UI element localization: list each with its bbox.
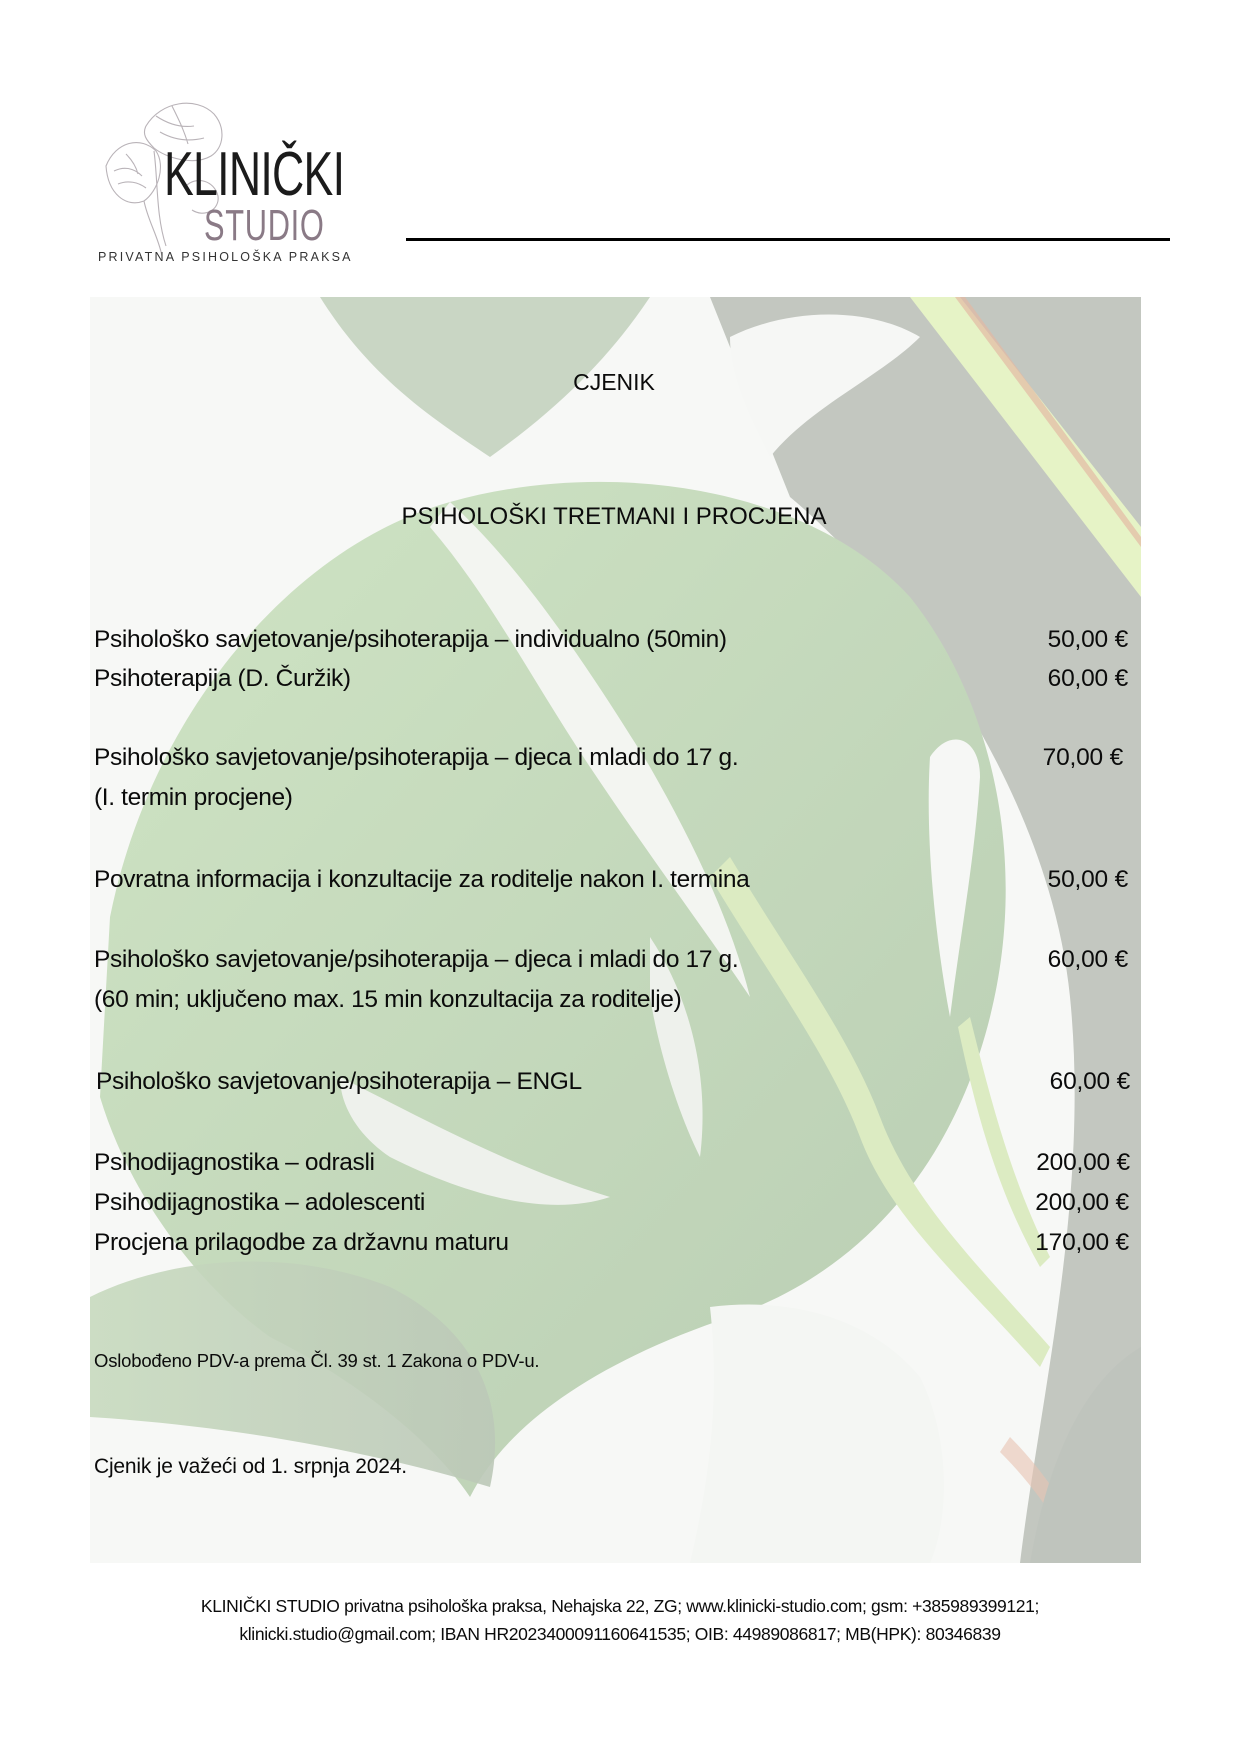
price-item-label: Procjena prilagodbe za državnu maturu	[94, 1229, 509, 1256]
price-item-value: 70,00 €	[1042, 744, 1123, 771]
footer-line-2: klinicki.studio@gmail.com; IBAN HR2023400091160641535; OIB: 44989086817; MB(HPK): 80346839	[239, 1624, 1001, 1644]
footer-line-1: KLINIČKI STUDIO privatna psihološka praksa, Nehajska 22, ZG; www.klinicki-studio.com; gsm: +385989399121;	[200, 1596, 1040, 1616]
monstera-leaf-image	[90, 297, 1141, 1563]
logo-wordmark-studio: STUDIO	[204, 201, 325, 250]
price-item-value: 50,00 €	[1047, 866, 1128, 893]
price-item-label: Povratna informacija i konzultacije za roditelje nakon I. termina	[94, 866, 750, 893]
page-title: CJENIK	[573, 369, 655, 395]
price-item-value: 50,00 €	[1047, 626, 1128, 653]
price-item-label: Psihodijagnostika – odrasli	[94, 1149, 375, 1176]
price-item-label: Psihoterapija (D. Čuržik)	[94, 665, 351, 692]
monstera-background-image	[90, 297, 1141, 1563]
section-heading: PSIHOLOŠKI TRETMANI I PROCJENA	[401, 503, 827, 530]
price-item-value: 60,00 €	[1049, 1068, 1130, 1095]
price-item-label: Psihodijagnostika – adolescenti	[94, 1189, 426, 1216]
logo-tagline: PRIVATNA PSIHOLOŠKA PRAKSA	[98, 250, 353, 264]
clinic-logo	[96, 96, 356, 276]
price-item-value: 170,00 €	[1035, 1229, 1129, 1256]
price-item-label-continued: (60 min; uključeno max. 15 min konzultacija za roditelje)	[94, 986, 682, 1013]
price-item-value: 60,00 €	[1047, 946, 1128, 973]
price-item-value: 200,00 €	[1035, 1189, 1129, 1216]
price-item-value: 60,00 €	[1047, 665, 1128, 692]
price-item-value: 200,00 €	[1036, 1149, 1130, 1176]
header-rule	[406, 238, 1170, 241]
price-item-label: Psihološko savjetovanje/psihoterapija – ENGL	[96, 1068, 582, 1095]
price-item-label: Psihološko savjetovanje/psihoterapija – djeca i mladi do 17 g.	[94, 744, 739, 771]
price-item-label: Psihološko savjetovanje/psihoterapija – djeca i mladi do 17 g.	[94, 946, 739, 973]
logo-wordmark-klinicki: KLINIČKI	[164, 140, 345, 209]
price-item-label-continued: (I. termin procjene)	[94, 784, 293, 811]
validity-note: Cjenik je važeći od 1. srpnja 2024.	[94, 1455, 407, 1478]
price-item-label: Psihološko savjetovanje/psihoterapija – individualno (50min)	[94, 626, 727, 653]
vat-exemption-note: Oslobođeno PDV-a prema Čl. 39 st. 1 Zakona o PDV-u.	[94, 1350, 540, 1371]
